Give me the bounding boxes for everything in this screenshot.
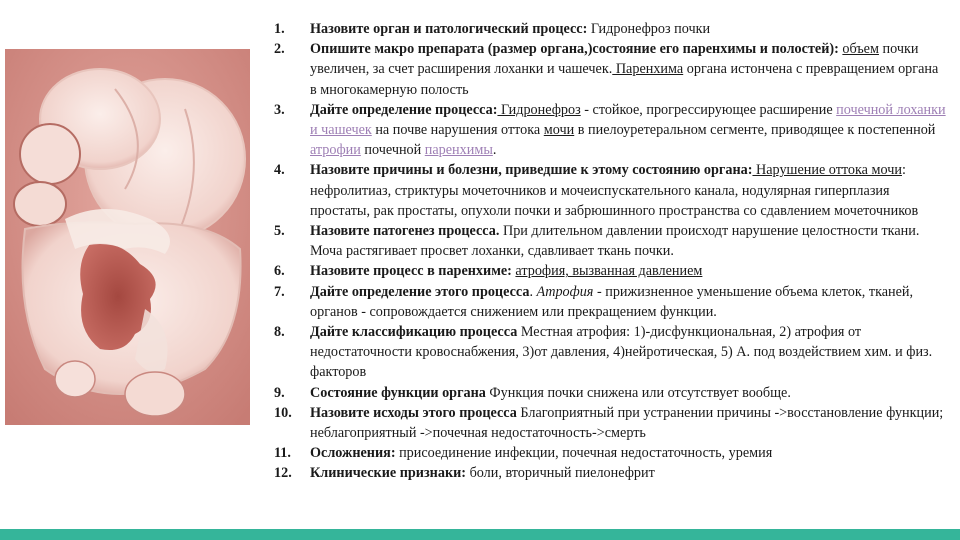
- item-question: Дайте определение процесса:: [310, 101, 498, 118]
- item-answer: Благоприятный при устранении причины ->восстановление функции; неблагоприятный ->почечная недостаточность->смерть: [310, 404, 944, 442]
- item-number: 3.: [274, 101, 285, 118]
- item-answer-underlined: Гидронефроз: [497, 101, 581, 118]
- item-answer: .: [529, 283, 537, 300]
- item-answer: органа истончена с превращением органа в многокамерную полость: [310, 61, 939, 98]
- item-answer: Функция почки снижена или отсутствует вообще.: [485, 384, 791, 401]
- item-question: Состояние функции органа: [310, 384, 486, 401]
- item-question: Назовите орган и патологический процесс:: [310, 21, 588, 37]
- list-item-7: [274, 282, 946, 322]
- item-answer: в пиелоуретеральном сегменте, приводящее к постепенной: [574, 122, 936, 139]
- item-body: [310, 322, 946, 383]
- item-body: [310, 282, 946, 322]
- list-item-8: [274, 322, 946, 383]
- item-question: Назовите процесс в паренхиме:: [310, 263, 512, 280]
- item-body: [310, 221, 946, 261]
- item-body: [310, 463, 946, 483]
- question-list: [274, 19, 946, 484]
- item-answer-underlined: Нарушение оттока мочи: [752, 162, 902, 179]
- item-answer: почечной: [360, 142, 425, 159]
- item-number: 11.: [274, 445, 291, 462]
- item-body: [310, 443, 946, 463]
- item-number: 4.: [274, 162, 285, 179]
- list-item-9: [274, 383, 946, 403]
- specimen-photo: [5, 49, 250, 425]
- item-body: [310, 39, 946, 100]
- list-item-10: [274, 403, 946, 443]
- item-answer-underlined: Паренхима: [612, 61, 684, 78]
- item-answer-underlined: атрофия, вызванная давлением: [515, 263, 703, 280]
- item-answer-italic: Атрофия: [536, 283, 594, 300]
- item-answer: .: [492, 142, 497, 159]
- item-body: [310, 261, 946, 281]
- list-item-11: [274, 443, 946, 463]
- item-answer: боли, вторичный пиелонефрит: [466, 465, 655, 482]
- list-item-3: [274, 100, 946, 161]
- item-body: [310, 100, 946, 161]
- link-atrophy[interactable]: атрофии: [310, 142, 361, 159]
- item-answer: - стойкое, прогрессирующее расширение: [580, 101, 837, 118]
- list-item-4: [274, 160, 946, 221]
- item-number: 12.: [274, 465, 292, 482]
- item-question: Назовите причины и болезни, приведшие к этому состоянию органа:: [310, 162, 753, 179]
- item-number: 10.: [274, 404, 292, 421]
- item-answer-underlined: мочи: [543, 122, 575, 139]
- link-parenchyma[interactable]: паренхимы: [424, 142, 493, 159]
- item-number: 7.: [274, 283, 285, 300]
- item-answer: - прижизненное уменьшение объема клеток, тканей, органов - сопровождается снижением или прекращением функции.: [310, 283, 914, 320]
- item-number: 8.: [274, 324, 285, 341]
- item-answer: присоединение инфекции, почечная недостаточность, уремия: [395, 445, 773, 462]
- list-item-1: [274, 19, 946, 39]
- item-question: Назовите патогенез процесса.: [310, 223, 500, 240]
- item-answer: почки увеличен, за счет расширения лоханки и чашечек.: [310, 41, 919, 78]
- item-question: Назовите исходы этого процесса: [310, 404, 517, 421]
- item-body: [310, 160, 946, 221]
- item-question: Дайте классификацию процесса: [310, 324, 518, 341]
- item-question: Клинические признаки:: [310, 465, 467, 482]
- item-answer: При длительном давлении происходт нарушение целостности ткани. Моча растягивает просвет лоханки, сдавливает ткань почки.: [310, 223, 920, 260]
- link-pelvis-calyces[interactable]: почечной лоханки и чашечек: [310, 101, 946, 139]
- item-question: Осложнения:: [310, 445, 396, 462]
- footer-accent-bar: [0, 529, 960, 540]
- item-number: 1.: [274, 21, 285, 37]
- item-question: Опишите макро препарата (размер органа,)состояние его паренхимы и полостей):: [310, 41, 839, 58]
- item-body: [310, 19, 946, 39]
- list-item-2: [274, 39, 946, 100]
- item-number: 6.: [274, 263, 285, 280]
- list-item-5: [274, 221, 946, 261]
- item-answer-underlined: объем: [842, 41, 879, 58]
- item-body: [310, 403, 946, 443]
- list-item-12: [274, 463, 946, 483]
- list-item-6: [274, 261, 946, 281]
- item-question: Дайте определение этого процесса: [310, 283, 530, 300]
- item-answer: на почве нарушения оттока: [371, 122, 544, 139]
- gross-specimen-image: [5, 49, 250, 425]
- item-answer: Гидронефроз почки: [587, 21, 711, 37]
- item-number: 5.: [274, 223, 285, 240]
- item-number: 9.: [274, 384, 285, 401]
- item-body: [310, 383, 946, 403]
- item-answer: Местная атрофия: 1)-дисфункциональная, 2) атрофия от недостаточности кровоснабжения, 3)от давления, 4)нейротическая, 5) А. под воздействием хим. и физ. факторов: [310, 324, 933, 381]
- item-number: 2.: [274, 41, 285, 58]
- item-answer: : нефролитиаз, стриктуры мочеточников и мочеиспускательного канала, нодулярная гиперплазия простаты, рак простаты, опухоли почки и забрюшинного пространства со сдавлением мочеточников: [310, 162, 919, 219]
